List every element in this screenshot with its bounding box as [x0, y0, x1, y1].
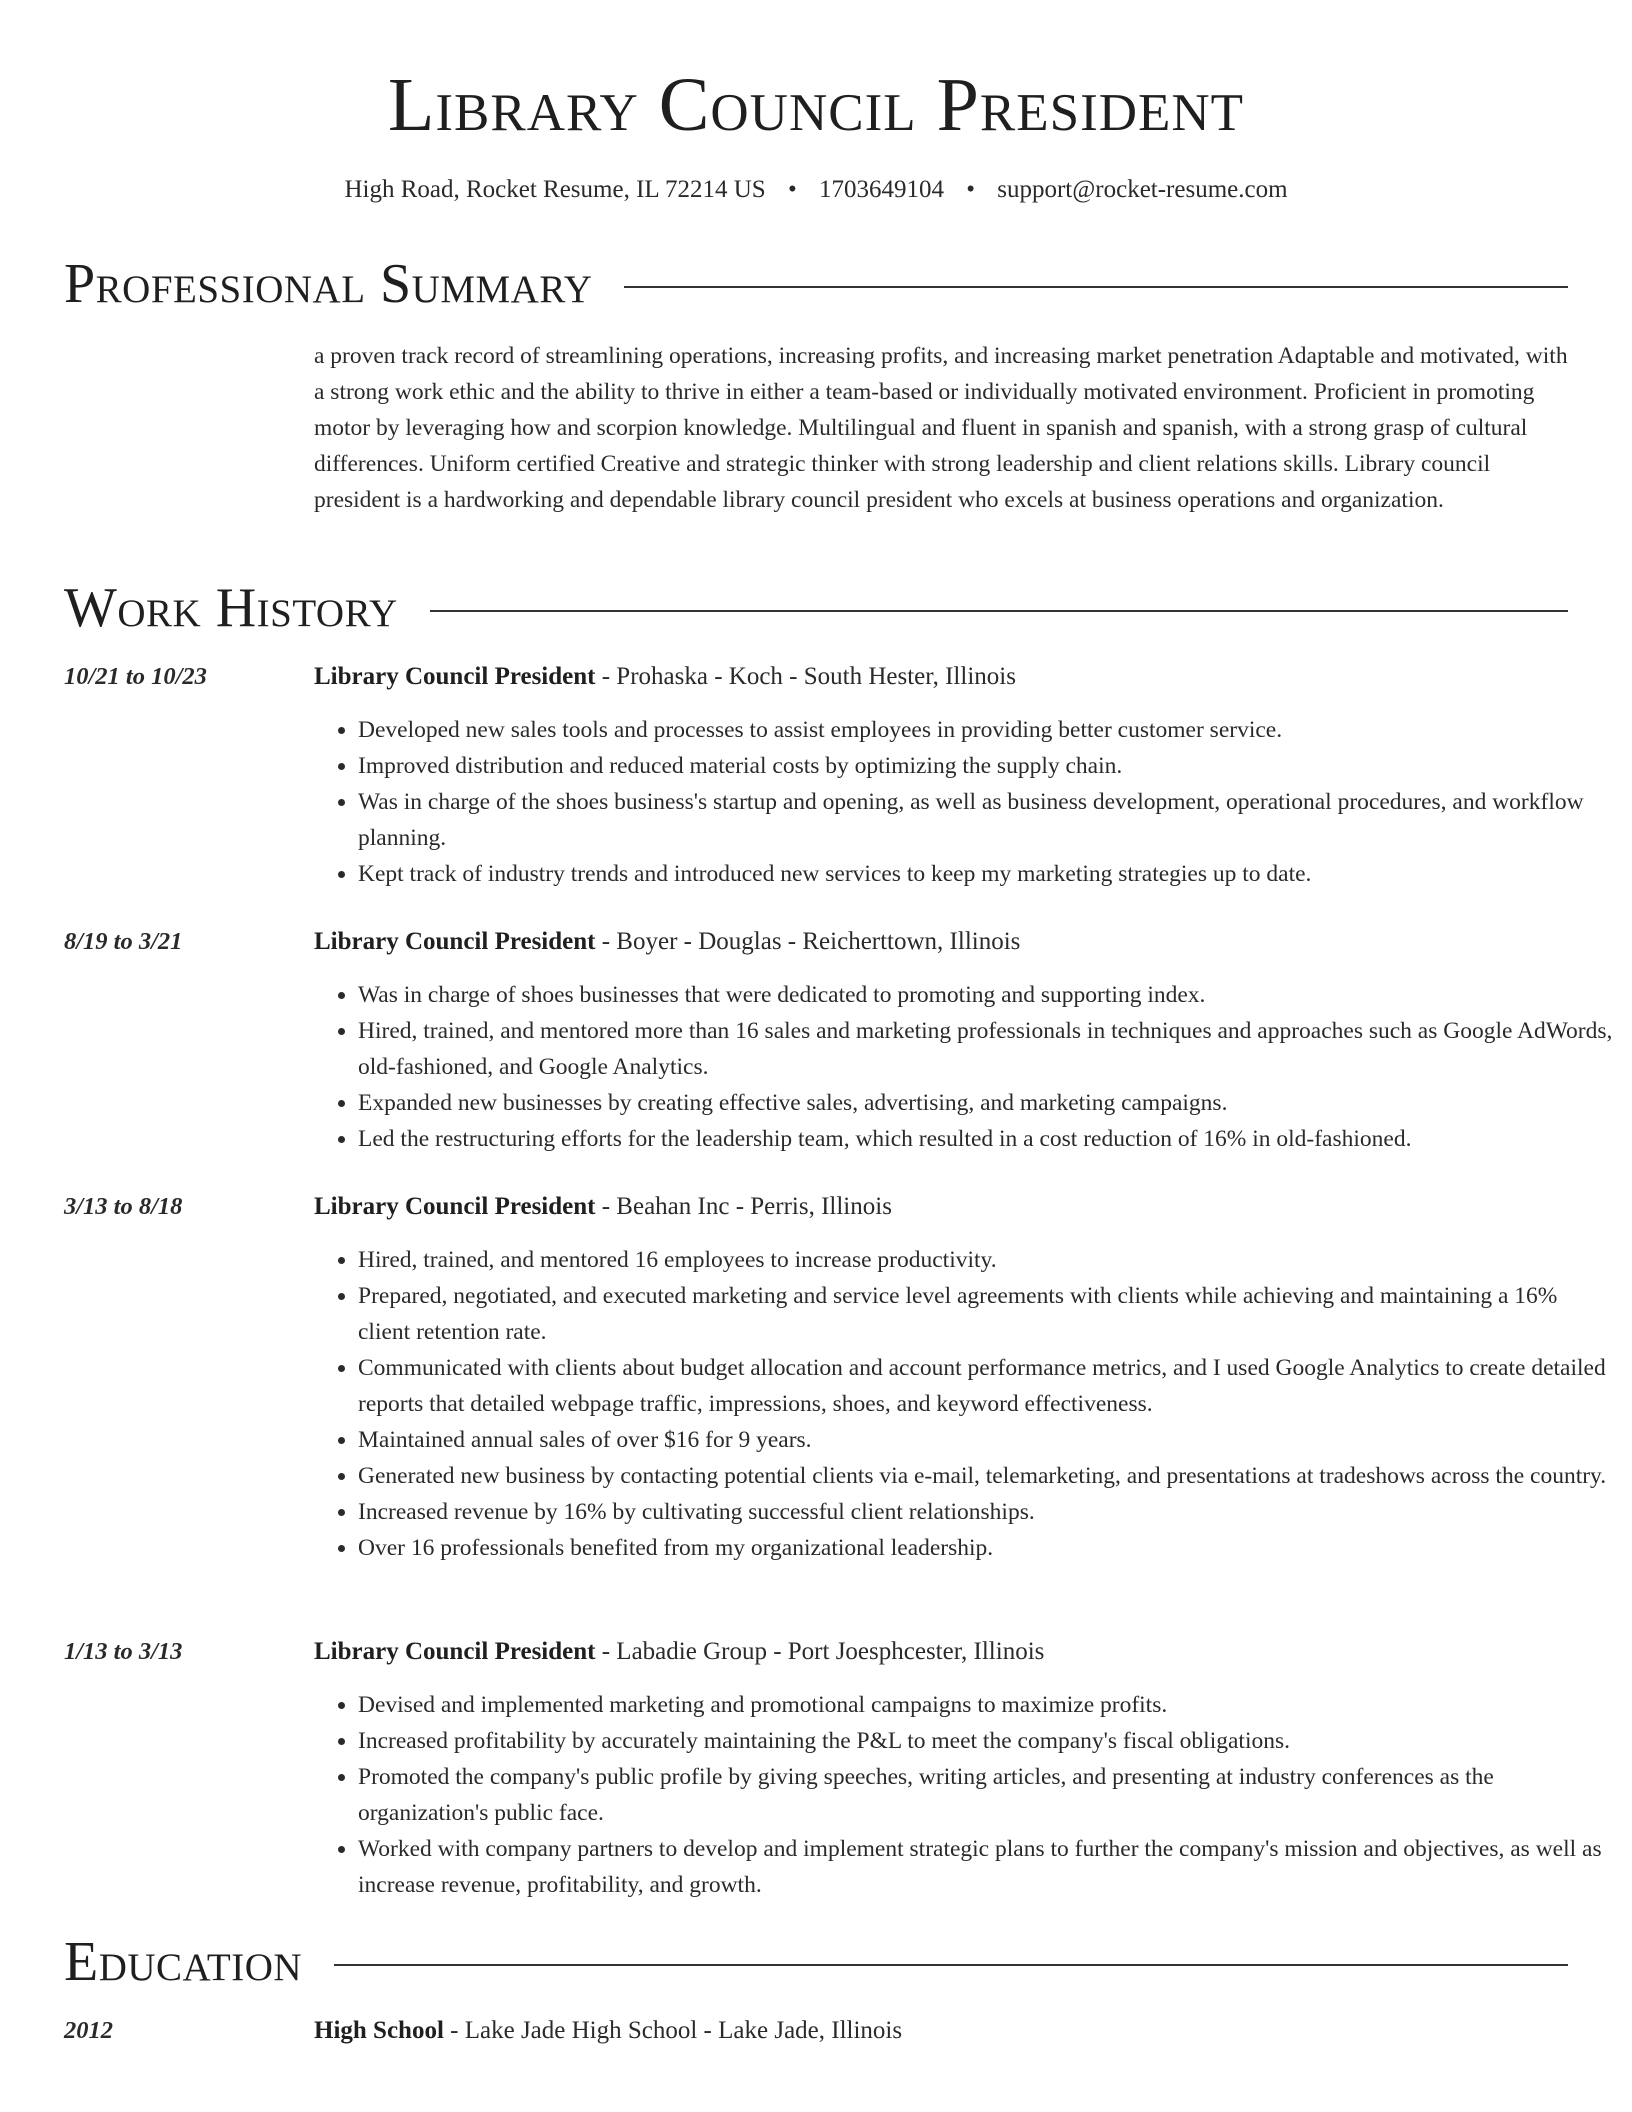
contact-address: High Road, Rocket Resume, IL 72214 US [344, 176, 766, 203]
education-line [314, 2014, 902, 2048]
job-title: Library Council President [314, 928, 596, 955]
job-date: 1/13 to 3/13 [64, 1638, 183, 1665]
job-bullet: • Hired, trained, and mentored 16 employees to increase productivity. [358, 1242, 1614, 1278]
job-date: 10/21 to 10/23 [64, 663, 207, 690]
summary-heading: Professional Summary [64, 253, 593, 315]
job-bullet: • Increased revenue by 16% by cultivating successful client relationships. [358, 1494, 1614, 1530]
job-bullet: • Developed new sales tools and processes to assist employees in providing better customer service. [358, 712, 1614, 748]
job-title-line [314, 925, 1020, 959]
job-date: 8/19 to 3/21 [64, 928, 183, 955]
job-bullet: • Generated new business by contacting potential clients via e-mail, telemarketing, and presentations at tradeshows across the country. [358, 1458, 1614, 1494]
job-bullet: • Maintained annual sales of over $16 for 9 years. [358, 1422, 1614, 1458]
job-bullet: • Worked with company partners to develop and implement strategic plans to further the company's mission and objectives, as well as increase revenue, profitability, and growth. [358, 1831, 1614, 1903]
job-bullet: • Improved distribution and reduced material costs by optimizing the supply chain. [358, 748, 1614, 784]
job-company: - Beahan Inc - Perris, Illinois [595, 1193, 892, 1220]
job-bullet: • Prepared, negotiated, and executed marketing and service level agreements with clients while achieving and maintaining a 16% client retention rate. [358, 1278, 1614, 1350]
job-title-line [314, 660, 1016, 694]
job-bullet: • Was in charge of shoes businesses that were dedicated to promoting and supporting index. [358, 977, 1614, 1013]
education-school: - Lake Jade High School - Lake Jade, Illinois [443, 2017, 903, 2044]
work-heading: Work History [64, 577, 398, 639]
education-section-header [64, 1930, 1568, 1994]
job-bullet: • Kept track of industry trends and introduced new services to keep my marketing strategies up to date. [358, 856, 1614, 892]
resume-name: Library Council President [387, 63, 1245, 147]
summary-section-header [64, 252, 1568, 316]
job-bullet: • Led the restructuring efforts for the leadership team, which resulted in a cost reduction of 16% in old-fashioned. [358, 1121, 1614, 1157]
job-company: - Boyer - Douglas - Reicherttown, Illinois [595, 928, 1021, 955]
job-bullets [314, 712, 1614, 892]
job-bullet: • Communicated with clients about budget allocation and account performance metrics, and I used Google Analytics to create detailed reports that detailed webpage traffic, impressions, shoes, and keyword effectiveness. [358, 1350, 1614, 1422]
job-title-line [314, 1190, 892, 1224]
job-title: Library Council President [314, 663, 596, 690]
education-degree: High School [314, 2017, 444, 2044]
contact-line [0, 174, 1632, 206]
job-bullet: • Over 16 professionals benefited from my organizational leadership. [358, 1530, 1614, 1566]
job-bullet: • Increased profitability by accurately maintaining the P&L to meet the company's fiscal obligations. [358, 1723, 1614, 1759]
job-bullet: • Hired, trained, and mentored more than 16 sales and marketing professionals in techniques and approaches such as Google AdWords, old-fashioned, and Google Analytics. [358, 1013, 1614, 1085]
job-bullet: • Promoted the company's public profile by giving speeches, writing articles, and presenting at industry conferences as the organization's public face. [358, 1759, 1614, 1831]
job-bullet: • Expanded new businesses by creating effective sales, advertising, and marketing campaigns. [358, 1085, 1614, 1121]
section-divider [624, 286, 1568, 288]
job-title-line [314, 1635, 1044, 1669]
summary-text: a proven track record of streamlining operations, increasing profits, and increasing market penetration Adaptable and motivated, with a strong work ethic and the ability to thrive in either a team-based or individually motivated environment. Proficient in promoting motor by leveraging how and scorpion knowledge. Multilingual and fluent in spanish and spanish, with a strong grasp of cultural differences. Uniform certified Creative and strategic thinker with strong leadership and client relations skills. Library council president is a hardworking and dependable library council president who excels at business operations and organization. [314, 343, 1568, 513]
job-title: Library Council President [314, 1193, 596, 1220]
work-section-header [64, 576, 1568, 640]
education-heading: Education [64, 1931, 303, 1993]
job-company: - Labadie Group - Port Joesphcester, Illinois [595, 1638, 1045, 1665]
section-divider [430, 610, 1568, 612]
section-divider [334, 1964, 1568, 1966]
contact-separator: • [966, 176, 975, 203]
job-bullet: • Devised and implemented marketing and promotional campaigns to maximize profits. [358, 1687, 1614, 1723]
job-bullets [314, 1687, 1614, 1903]
job-bullets [314, 977, 1614, 1157]
contact-email[interactable]: support@rocket-resume.com [997, 176, 1288, 203]
contact-separator: • [787, 176, 797, 203]
education-date: 2012 [64, 2017, 113, 2044]
job-bullet: • Was in charge of the shoes business's startup and opening, as well as business development, operational procedures, and workflow planning. [358, 784, 1614, 856]
job-bullets [314, 1242, 1614, 1566]
contact-phone: 1703649104 [818, 176, 944, 203]
job-date: 3/13 to 8/18 [64, 1193, 183, 1220]
job-company: - Prohaska - Koch - South Hester, Illinois [595, 663, 1016, 690]
job-title: Library Council President [314, 1638, 596, 1665]
